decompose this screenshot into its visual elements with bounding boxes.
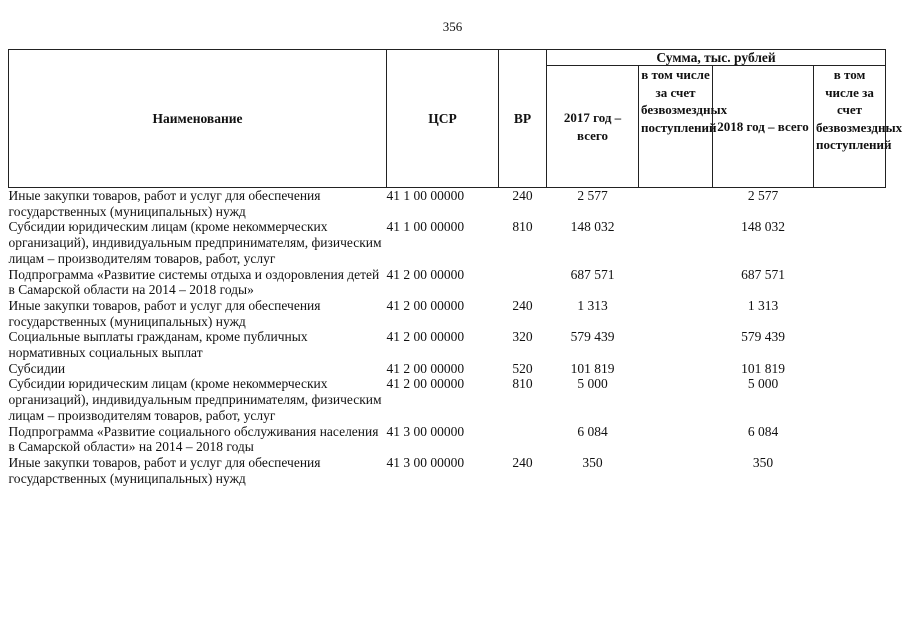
row-vr: 240 (512, 297, 533, 313)
header-name: Наименование (9, 50, 387, 188)
row-2017-total: 6 084 (577, 423, 608, 439)
row-2018-total: 579 439 (741, 329, 785, 345)
row-2017-grants (639, 188, 713, 220)
table-row (9, 188, 886, 220)
row-2018-total: 6 084 (747, 423, 779, 439)
row-2017-grants (639, 455, 713, 486)
table-row (9, 361, 886, 377)
table-row (9, 267, 886, 298)
row-2017-total: 5 000 (577, 376, 608, 392)
row-2017-grants (639, 424, 713, 455)
row-csr: 41 2 00 00000 (386, 297, 465, 313)
row-2017-total: 350 (582, 454, 603, 470)
header-vr: ВР (499, 50, 547, 188)
row-2018-total: 350 (752, 454, 774, 470)
row-vr: 810 (512, 376, 533, 392)
row-2018-grants (814, 267, 886, 298)
row-2018-grants (814, 298, 886, 329)
row-csr: 41 1 00 00000 (386, 188, 465, 203)
table-body (9, 188, 886, 487)
page-number: 356 (442, 19, 463, 34)
row-csr: 41 2 00 00000 (386, 266, 465, 282)
header-sum-group: Сумма, тыс. рублей (547, 50, 886, 66)
row-vr: 320 (512, 329, 533, 345)
row-2017-total: 687 571 (570, 266, 615, 282)
row-2018-grants (814, 361, 886, 377)
row-csr: 41 3 00 00000 (386, 454, 465, 470)
row-2017-grants (639, 361, 713, 377)
table-row (9, 424, 886, 455)
row-vr: 810 (512, 219, 533, 235)
row-2018-total: 1 313 (747, 297, 779, 313)
row-csr: 41 2 00 00000 (386, 376, 465, 392)
row-2017-grants (639, 298, 713, 329)
row-vr (499, 424, 547, 455)
row-csr: 41 1 00 00000 (386, 219, 465, 235)
row-csr: 41 2 00 00000 (386, 329, 465, 345)
row-2018-grants (814, 329, 886, 360)
row-vr (499, 267, 547, 298)
row-name: Подпрограмма «Развитие социального обслуживания населения в Самарской области» на 2014 – 2018 годы (8, 423, 379, 455)
header-csr: ЦСР (387, 50, 499, 188)
row-2018-total: 2 577 (747, 188, 779, 203)
table-row (9, 219, 886, 266)
row-2018-grants (814, 424, 886, 455)
row-2017-total: 101 819 (570, 360, 615, 376)
row-2018-total: 148 032 (741, 219, 785, 235)
row-vr: 240 (512, 188, 533, 203)
row-name: Иные закупки товаров, работ и услуг для обеспечения государственных (муниципальных) нужд (8, 297, 321, 329)
row-name: Подпрограмма «Развитие системы отдыха и оздоровления детей в Самарской области на 2014 – 2018 годы» (8, 266, 380, 298)
row-2018-grants (814, 455, 886, 486)
header-2018-total: 2018 год – всего (713, 66, 814, 188)
row-2018-grants (814, 219, 886, 266)
row-2017-grants (639, 376, 713, 423)
header-2017-grants: в том числе за счет безвозмездных поступлений (639, 66, 713, 188)
table-header (9, 50, 903, 188)
row-2017-grants (639, 219, 713, 266)
row-2017-total: 579 439 (570, 329, 615, 345)
row-name: Субсидии юридическим лицам (кроме некоммерческих организаций), индивидуальным предпринимателям, физическим лицам – производителям товаров, работ, услуг (8, 376, 382, 423)
row-2017-grants (639, 329, 713, 360)
row-2017-total: 1 313 (577, 297, 608, 313)
row-csr: 41 2 00 00000 (386, 360, 465, 376)
row-name: Иные закупки товаров, работ и услуг для обеспечения государственных (муниципальных) нужд (8, 188, 321, 219)
row-2017-total: 2 577 (577, 188, 608, 203)
table-row (9, 329, 886, 360)
row-vr: 240 (512, 454, 533, 470)
header-2017-total: 2017 год – всего (547, 66, 639, 188)
row-vr: 520 (512, 360, 533, 376)
row-2018-total: 687 571 (741, 266, 785, 282)
row-name: Иные закупки товаров, работ и услуг для обеспечения государственных (муниципальных) нужд (8, 454, 321, 486)
table-row (9, 455, 886, 486)
table-row (9, 376, 886, 423)
row-2018-grants (814, 188, 886, 220)
table-row (9, 298, 886, 329)
row-2018-total: 101 819 (741, 360, 785, 376)
row-csr: 41 3 00 00000 (386, 423, 465, 439)
row-name: Субсидии (8, 360, 66, 376)
header-2018-grants: в том числе за счет безвозмездных поступлений (814, 66, 886, 188)
row-name: Субсидии юридическим лицам (кроме некоммерческих организаций), индивидуальным предпринимателям, физическим лицам – производителям товаров, работ, услуг (8, 219, 382, 266)
row-2017-grants (639, 267, 713, 298)
row-name: Социальные выплаты гражданам, кроме публичных нормативных социальных выплат (8, 329, 308, 361)
row-2017-total: 148 032 (570, 219, 615, 235)
row-2018-total: 5 000 (747, 376, 779, 392)
budget-table (8, 49, 903, 486)
row-2018-grants (814, 376, 886, 423)
